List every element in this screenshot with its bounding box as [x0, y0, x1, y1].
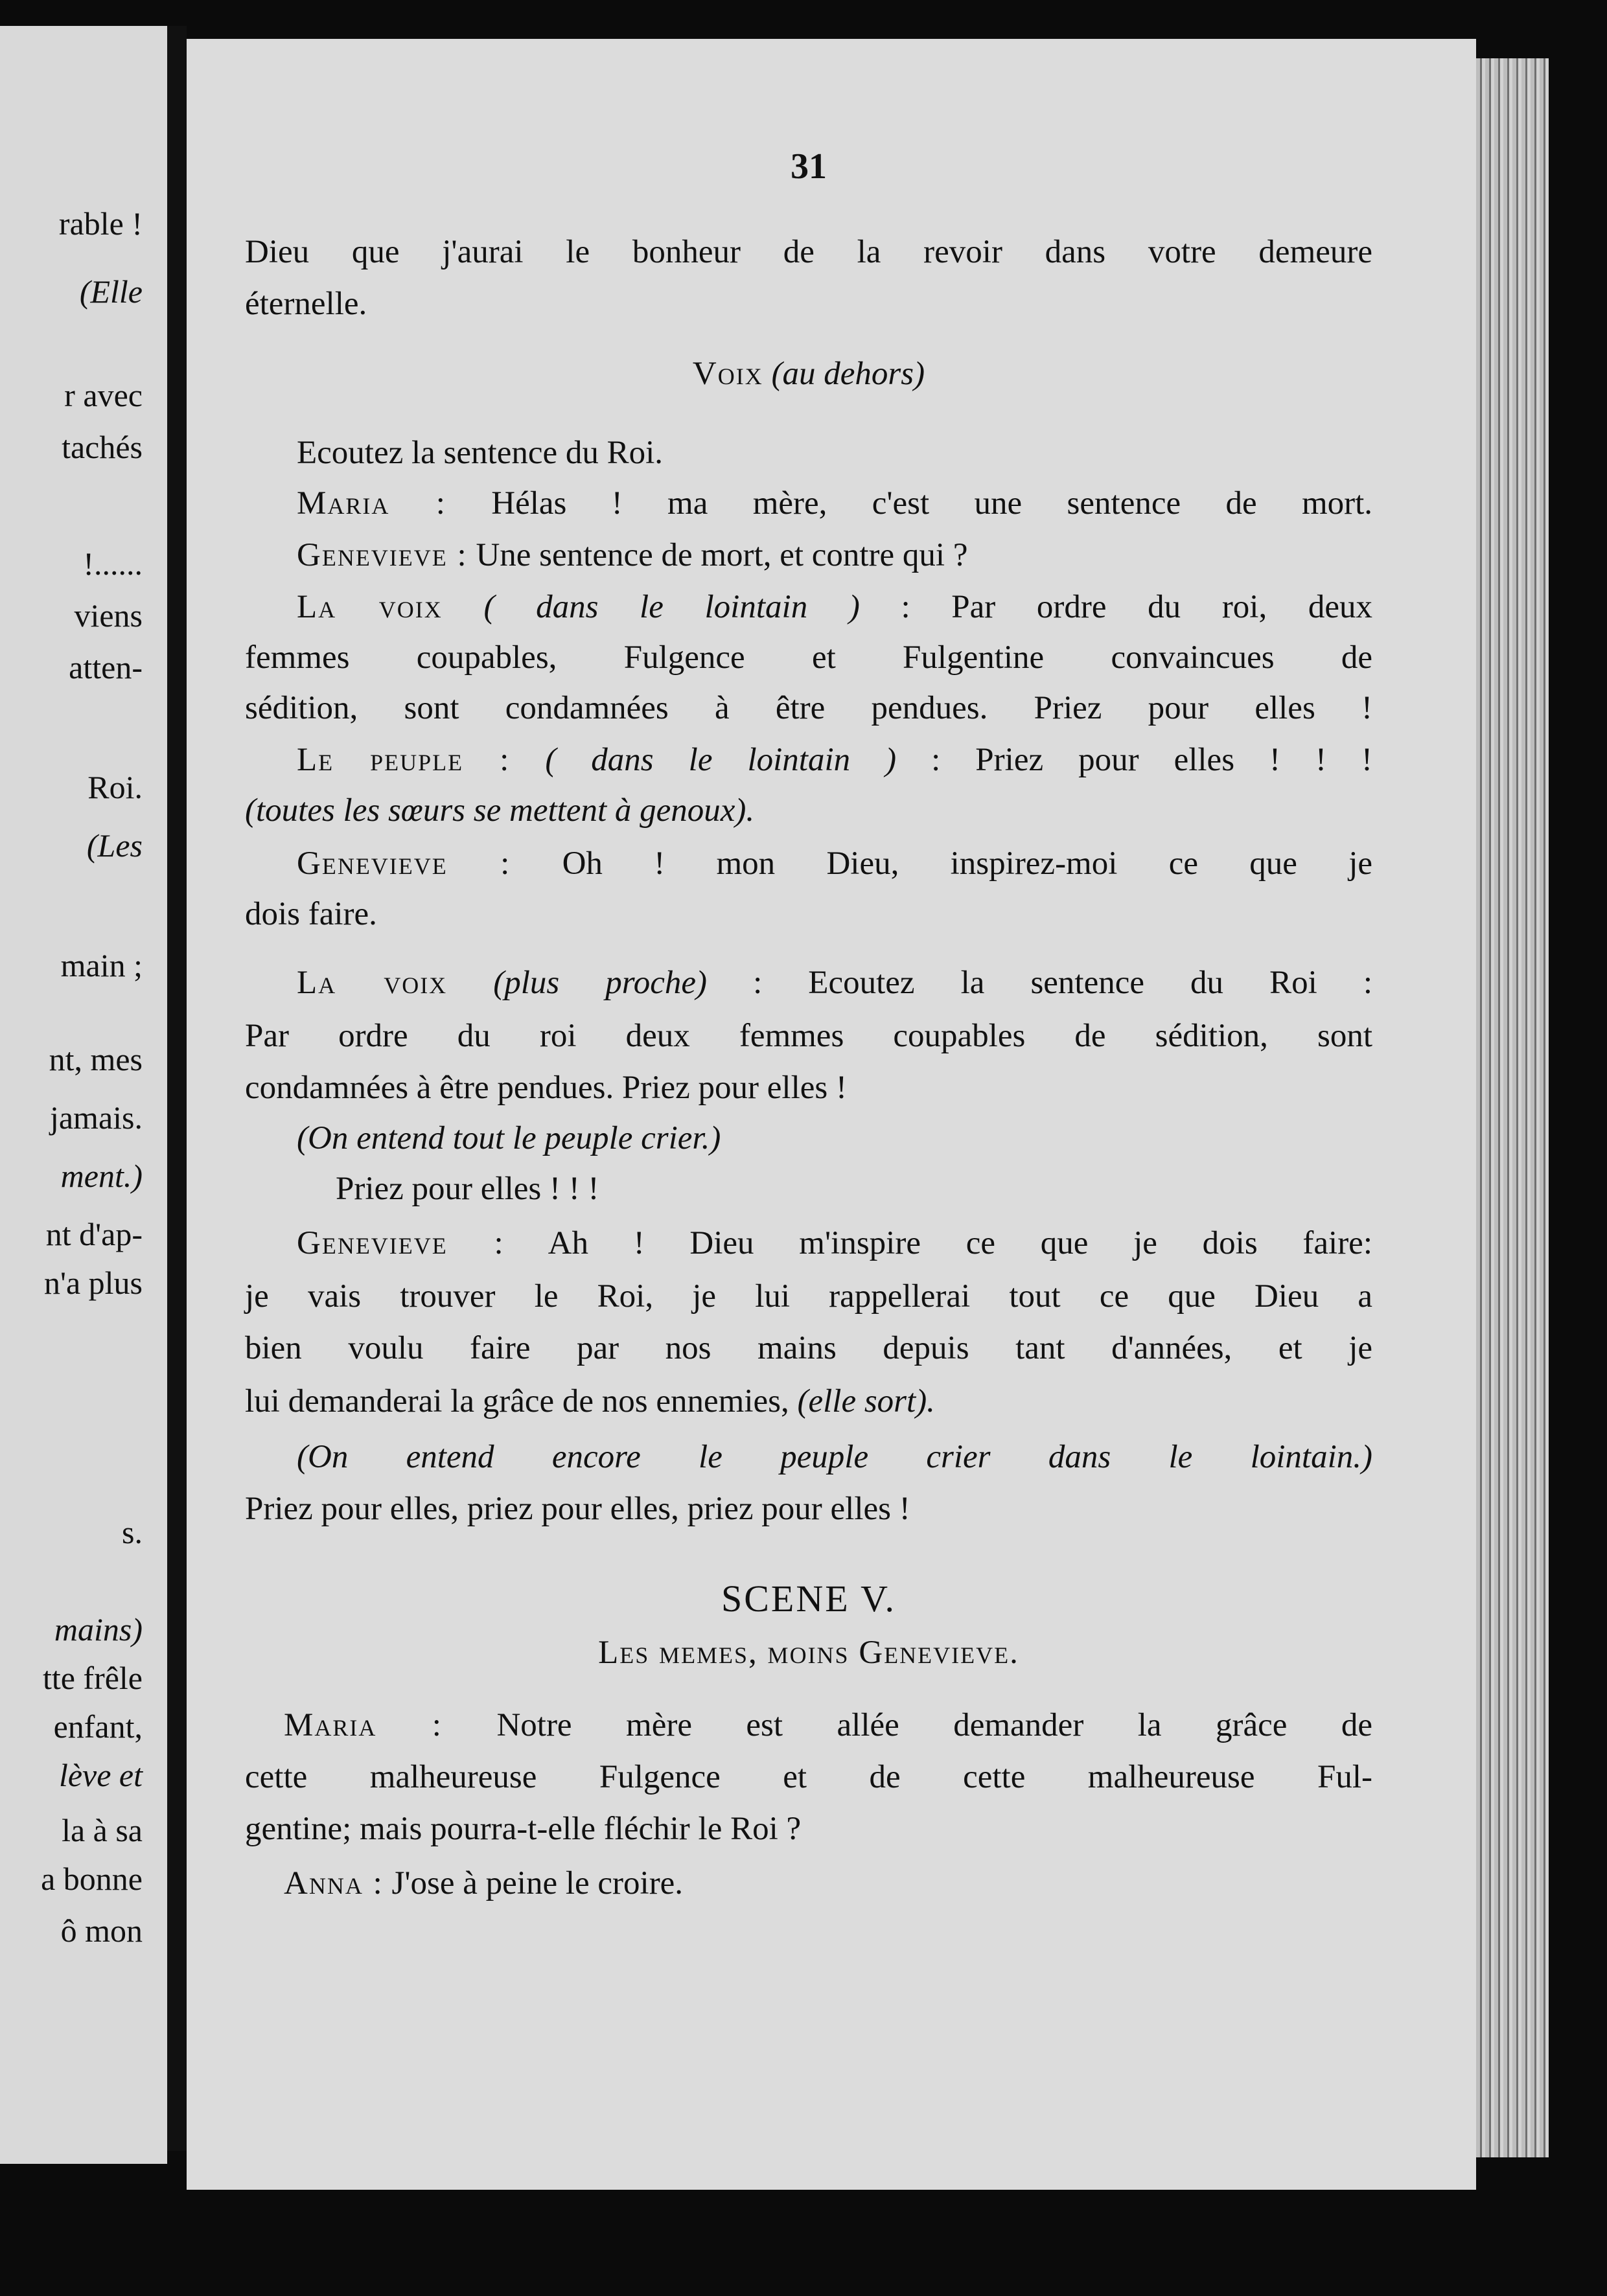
speaker-name: Le peuple :: [297, 742, 511, 778]
dialogue-line: Genevieve : Ah ! Dieu m'inspire ce que je dois faire:: [297, 1225, 1372, 1261]
fragment-line: (Les: [86, 827, 143, 864]
dialogue-line: Genevieve : Oh ! mon Dieu, inspirez-moi ce que je: [297, 845, 1373, 882]
speaker-name: La voix: [297, 965, 448, 1001]
speaker-name: Genevieve :: [297, 845, 511, 882]
stage-direction: ( dans le lointain ): [483, 589, 860, 625]
stage-direction: ( dans le lointain ): [545, 742, 897, 778]
scene-characters: Les memes, moins Genevieve.: [598, 1635, 1019, 1671]
speaker-name: Genevieve :: [297, 537, 468, 573]
fragment-line: n'a plus: [43, 1265, 143, 1301]
stage-direction: (au dehors): [771, 356, 925, 392]
fragment-line: r avec: [64, 377, 143, 413]
fragment-line: ô mon: [60, 1912, 143, 1949]
previous-page-fragment: [0, 26, 167, 2164]
fragment-line: ment.): [60, 1158, 143, 1194]
text-line: sédition, sont condamnées à être pendues. Priez pour elles !: [245, 690, 1372, 726]
stage-direction: (toutes les sœurs se mettent à genoux).: [245, 792, 755, 829]
text-line: Dieu que j'aurai le bonheur de la revoir dans votre demeure: [245, 234, 1372, 270]
stage-direction: (On entend encore le peuple crier dans le lointain.): [297, 1439, 1372, 1475]
fragment-line: jamais.: [49, 1099, 143, 1136]
text-line: gentine; mais pourra-t-elle fléchir le Roi ?: [245, 1811, 802, 1847]
dialogue-line: Maria : Hélas ! ma mère, c'est une sentence de mort.: [297, 485, 1373, 522]
speaker-name: Maria :: [284, 1707, 443, 1743]
fragment-line: lève et: [58, 1757, 143, 1793]
fragment-line: main ;: [60, 947, 143, 983]
book-gutter: [167, 26, 187, 2151]
speaker-name: La voix: [297, 589, 443, 625]
text-line: je vais trouver le Roi, je lui rappellerai tout ce que Dieu a: [245, 1278, 1372, 1314]
text-line: condamnées à être pendues. Priez pour elles !: [245, 1070, 847, 1106]
text-line: dois faire.: [245, 896, 377, 932]
text-line: cette malheureuse Fulgence et de cette malheureuse Ful-: [245, 1759, 1372, 1795]
fragment-line: s.: [122, 1514, 143, 1550]
dialogue-line: Maria : Notre mère est allée demander la grâce de: [284, 1707, 1373, 1743]
page-edges: [1476, 58, 1549, 2157]
dialogue-line: Genevieve : Une sentence de mort, et contre qui ?: [297, 537, 968, 573]
text-line: Ecoutez la sentence du Roi.: [297, 435, 664, 471]
book-page: [187, 39, 1476, 2190]
text-line: Priez pour elles ! ! !: [336, 1171, 599, 1207]
text-line: Priez pour elles, priez pour elles, priez pour elles !: [245, 1491, 910, 1527]
fragment-line: viens: [74, 597, 143, 634]
fragment-line: Roi.: [87, 769, 143, 805]
fragment-line: atten-: [69, 649, 143, 685]
text-line: Par ordre du roi deux femmes coupables de sédition, sont: [245, 1018, 1372, 1054]
speaker-name: Anna :: [284, 1865, 384, 1901]
fragment-line: la à sa: [62, 1812, 143, 1848]
stage-direction: (On entend tout le peuple crier.): [297, 1120, 721, 1156]
fragment-line: nt d'ap-: [45, 1216, 143, 1252]
fragment-line: mains): [54, 1611, 143, 1647]
text-line: lui demanderai la grâce de nos ennemies, (elle sort).: [245, 1383, 935, 1419]
stage-direction: (elle sort).: [797, 1383, 935, 1419]
scene-title: SCENE V.: [721, 1578, 897, 1620]
fragment-line: tachés: [62, 429, 143, 465]
stage-direction: (plus proche): [493, 965, 708, 1001]
speaker-name: Genevieve :: [297, 1225, 505, 1261]
fragment-line: nt, mes: [49, 1041, 143, 1077]
text-line: éternelle.: [245, 286, 367, 322]
speaker-name: Maria :: [297, 485, 446, 522]
fragment-line: a bonne: [41, 1861, 143, 1897]
speaker-name: Voix: [692, 356, 763, 392]
fragment-line: !......: [83, 545, 143, 582]
page-number: 31: [791, 146, 827, 187]
dialogue-line: Le peuple : ( dans le lointain ) : Priez pour elles ! ! !: [297, 742, 1372, 778]
dialogue-line: Anna : J'ose à peine le croire.: [284, 1865, 684, 1901]
speaker-heading: [245, 355, 1372, 393]
fragment-line: tte frêle: [42, 1660, 143, 1696]
fragment-line: rable !: [58, 205, 143, 242]
text-line: bien voulu faire par nos mains depuis tant d'années, et je: [245, 1330, 1372, 1366]
dialogue-line: La voix (plus proche) : Ecoutez la sentence du Roi :: [297, 965, 1373, 1001]
fragment-line: (Elle: [79, 273, 143, 310]
text-line: femmes coupables, Fulgence et Fulgentine convaincues de: [245, 639, 1372, 676]
fragment-line: enfant,: [53, 1708, 143, 1745]
dialogue-line: La voix ( dans le lointain ) : Par ordre du roi, deux: [297, 589, 1373, 625]
